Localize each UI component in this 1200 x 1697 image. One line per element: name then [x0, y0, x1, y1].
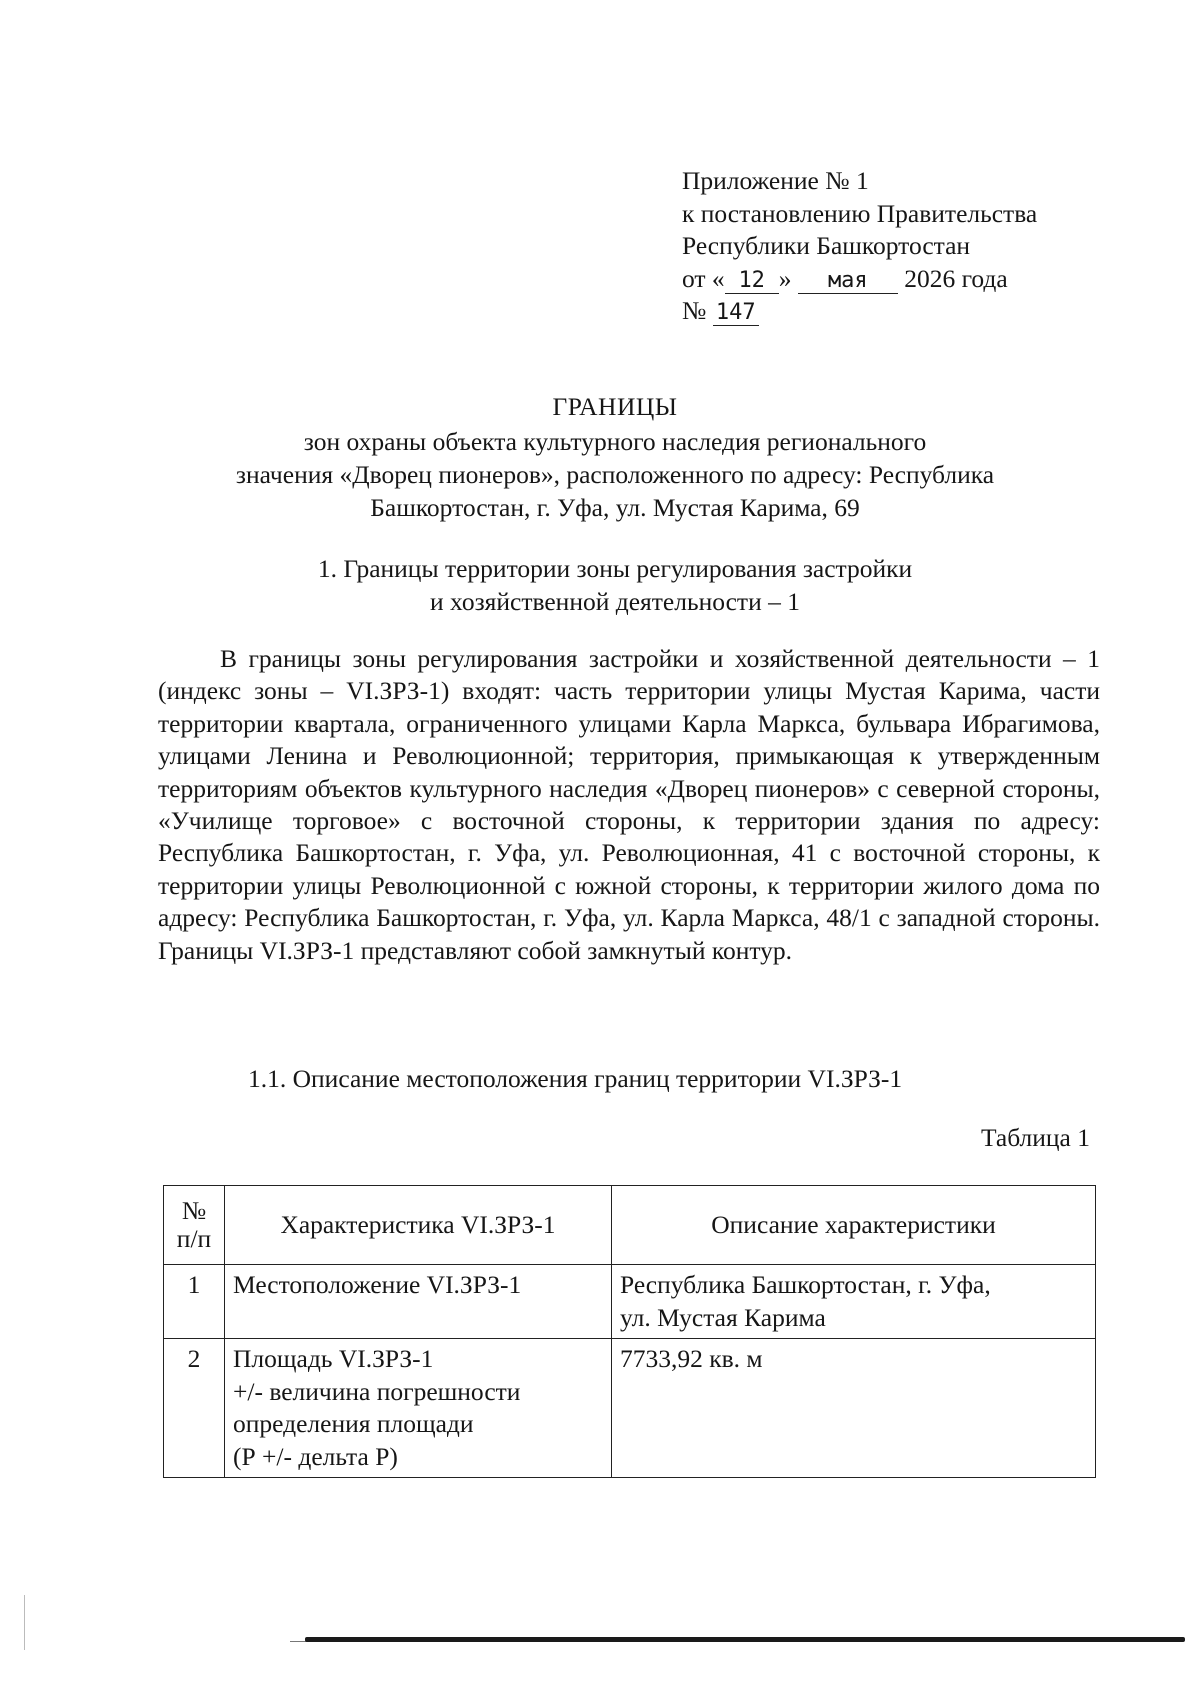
date-mid: » — [778, 263, 792, 293]
appendix-doc-number — [682, 295, 1037, 328]
doc-number-field: 147 — [713, 301, 759, 326]
header-number — [164, 1186, 225, 1265]
section-1-line-2: и хозяйственной деятельности – 1 — [430, 587, 800, 616]
row-characteristic — [225, 1265, 612, 1339]
table-row — [164, 1265, 1096, 1339]
title-line-1: зон охраны объекта культурного наследия регионального — [303, 427, 927, 456]
table-label: Таблица 1 — [980, 1123, 1090, 1152]
date-day-field: 12 — [725, 269, 779, 294]
header-characteristic: Характеристика VI.ЗРЗ-1 — [225, 1186, 612, 1265]
header-description: Описание характеристики — [612, 1186, 1096, 1265]
characteristic-line: Местоположение VI.ЗРЗ-1 — [233, 1270, 522, 1299]
appendix-header — [682, 165, 1037, 328]
characteristic-line: (Р +/- дельта Р) — [233, 1441, 398, 1471]
section-1-title — [150, 552, 1080, 618]
characteristics-table — [163, 1185, 1096, 1478]
characteristic-line: +/- величина погрешности — [233, 1376, 521, 1406]
body-paragraph: В границы зоны регулирования застройки и хозяйственной деятельности – 1 (индекс зоны – VI.ЗРЗ-1) входят: часть территории улицы Мустая Карима, части территории квартала, ограниченного улицами Карла Маркса, бульвара Ибрагимова, улицами Ленина и Революционной; территория, примыкающая к утвержденным территориям объектов культурного наследия «Дворец пионеров» с северной стороны, «Училище торговое» с восточной стороны, к территории здания по адресу: Республика Башкортостан, г. Уфа, ул. Революционная, 41 с восточной стороны, к территории улицы Революционной с южной стороны, к территории жилого дома по адресу: Республика Башкортостан, г. Уфа, ул. Карла Маркса, 48/1 с западной стороны. Границы VI.ЗРЗ-1 представляют собой замкнутый контур. — [158, 644, 1100, 965]
scan-edge-mark — [24, 1595, 25, 1650]
appendix-republic: Республики Башкортостан — [682, 231, 971, 260]
description-line: ул. Мустая Карима — [620, 1302, 826, 1332]
number-prefix: № — [682, 296, 707, 325]
section-1-line-1: 1. Границы территории зоны регулирования застройки — [317, 554, 913, 583]
subsection-1-1-title: 1.1. Описание местоположения границ территории VI.ЗРЗ-1 — [248, 1064, 903, 1093]
appendix-date — [682, 263, 1037, 296]
table-header-row — [164, 1186, 1096, 1265]
characteristic-line: определения площади — [233, 1409, 474, 1438]
row-number: 1 — [164, 1265, 225, 1339]
row-characteristic — [225, 1339, 612, 1478]
table-row — [164, 1339, 1096, 1478]
date-suffix: 2026 года — [904, 263, 1008, 293]
row-description — [612, 1265, 1096, 1339]
scan-artifact-line — [305, 1637, 1185, 1642]
date-month-field: мая — [798, 269, 898, 294]
header-number-sign: № — [181, 1196, 207, 1225]
title-line-3: Башкортостан, г. Уфа, ул. Мустая Карима, 69 — [370, 493, 860, 522]
description-line: 7733,92 кв. м — [620, 1344, 763, 1373]
description-line: Республика Башкортостан, г. Уфа, — [620, 1270, 991, 1299]
row-description — [612, 1339, 1096, 1478]
title-heading: ГРАНИЦЫ — [552, 392, 678, 421]
row-number: 2 — [164, 1339, 225, 1478]
header-number-pp: п/п — [176, 1224, 212, 1253]
appendix-number: Приложение № 1 — [682, 166, 869, 195]
appendix-resolution: к постановлению Правительства — [682, 198, 1038, 228]
date-prefix: от « — [682, 263, 725, 293]
characteristic-line: Площадь VI.ЗРЗ-1 — [233, 1344, 434, 1373]
document-title — [150, 390, 1080, 524]
title-line-2: значения «Дворец пионеров», расположенного по адресу: Республика — [235, 460, 995, 489]
